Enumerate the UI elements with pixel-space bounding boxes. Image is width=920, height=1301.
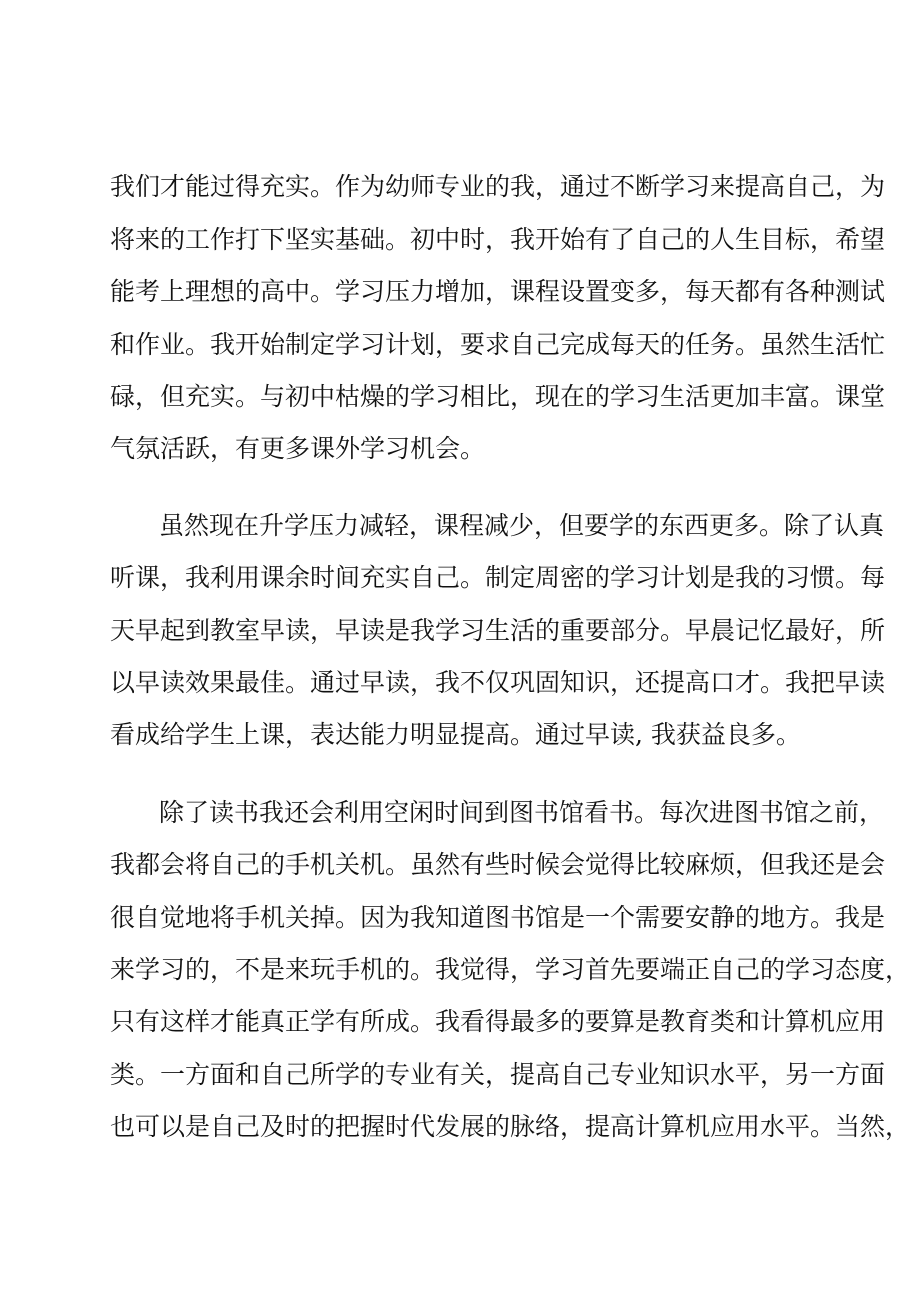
text-line: 只有这样才能真正学有所成。我看得最多的要算是教育类和计算机应用 [110, 1007, 886, 1036]
text-line: 虽然现在升学压力减轻，课程减少，但要学的东西更多。除了认真 [159, 511, 885, 540]
text-line: 我们才能过得充实。作为幼师专业的我，通过不断学习来提高自己，为 [110, 172, 886, 201]
text-line: 我都会将自己的手机关机。虽然有些时候会觉得比较麻烦，但我还是会 [110, 850, 886, 879]
text-line: 天早起到教室早读，早读是我学习生活的重要部分。早晨记忆最好，所 [110, 616, 886, 645]
text-line: 很自觉地将手机关掉。因为我知道图书馆是一个需要安静的地方。我是 [110, 903, 886, 932]
text-line: 以早读效果最佳。通过早读，我不仅巩固知识，还提高口才。我把早读 [110, 668, 886, 697]
text-line: 看成给学生上课，表达能力明显提高。通过早读, 我获益良多。 [110, 720, 801, 749]
text-line: 能考上理想的高中。学习压力增加，课程设置变多，每天都有各种测试 [110, 277, 886, 306]
text-line: 类。一方面和自己所学的专业有关，提高自己专业知识水平，另一方面 [110, 1060, 886, 1089]
text-line: 碌，但充实。与初中枯燥的学习相比，现在的学习生活更加丰富。课堂 [110, 382, 886, 411]
text-line: 来学习的，不是来玩手机的。我觉得，学习首先要端正自己的学习态度， [110, 955, 911, 984]
text-line: 听课，我利用课余时间充实自己。制定周密的学习计划是我的习惯。每 [110, 563, 886, 592]
text-line: 和作业。我开始制定学习计划，要求自己完成每天的任务。虽然生活忙 [110, 330, 886, 359]
text-line: 气氛活跃，有更多课外学习机会。 [110, 434, 486, 463]
text-line: 将来的工作打下坚实基础。初中时，我开始有了自己的人生目标，希望 [110, 225, 886, 254]
text-line: 除了读书我还会利用空闲时间到图书馆看书。每次进图书馆之前， [159, 798, 885, 827]
text-line: 也可以是自己及时的把握时代发展的脉络，提高计算机应用水平。当然， [110, 1112, 911, 1141]
